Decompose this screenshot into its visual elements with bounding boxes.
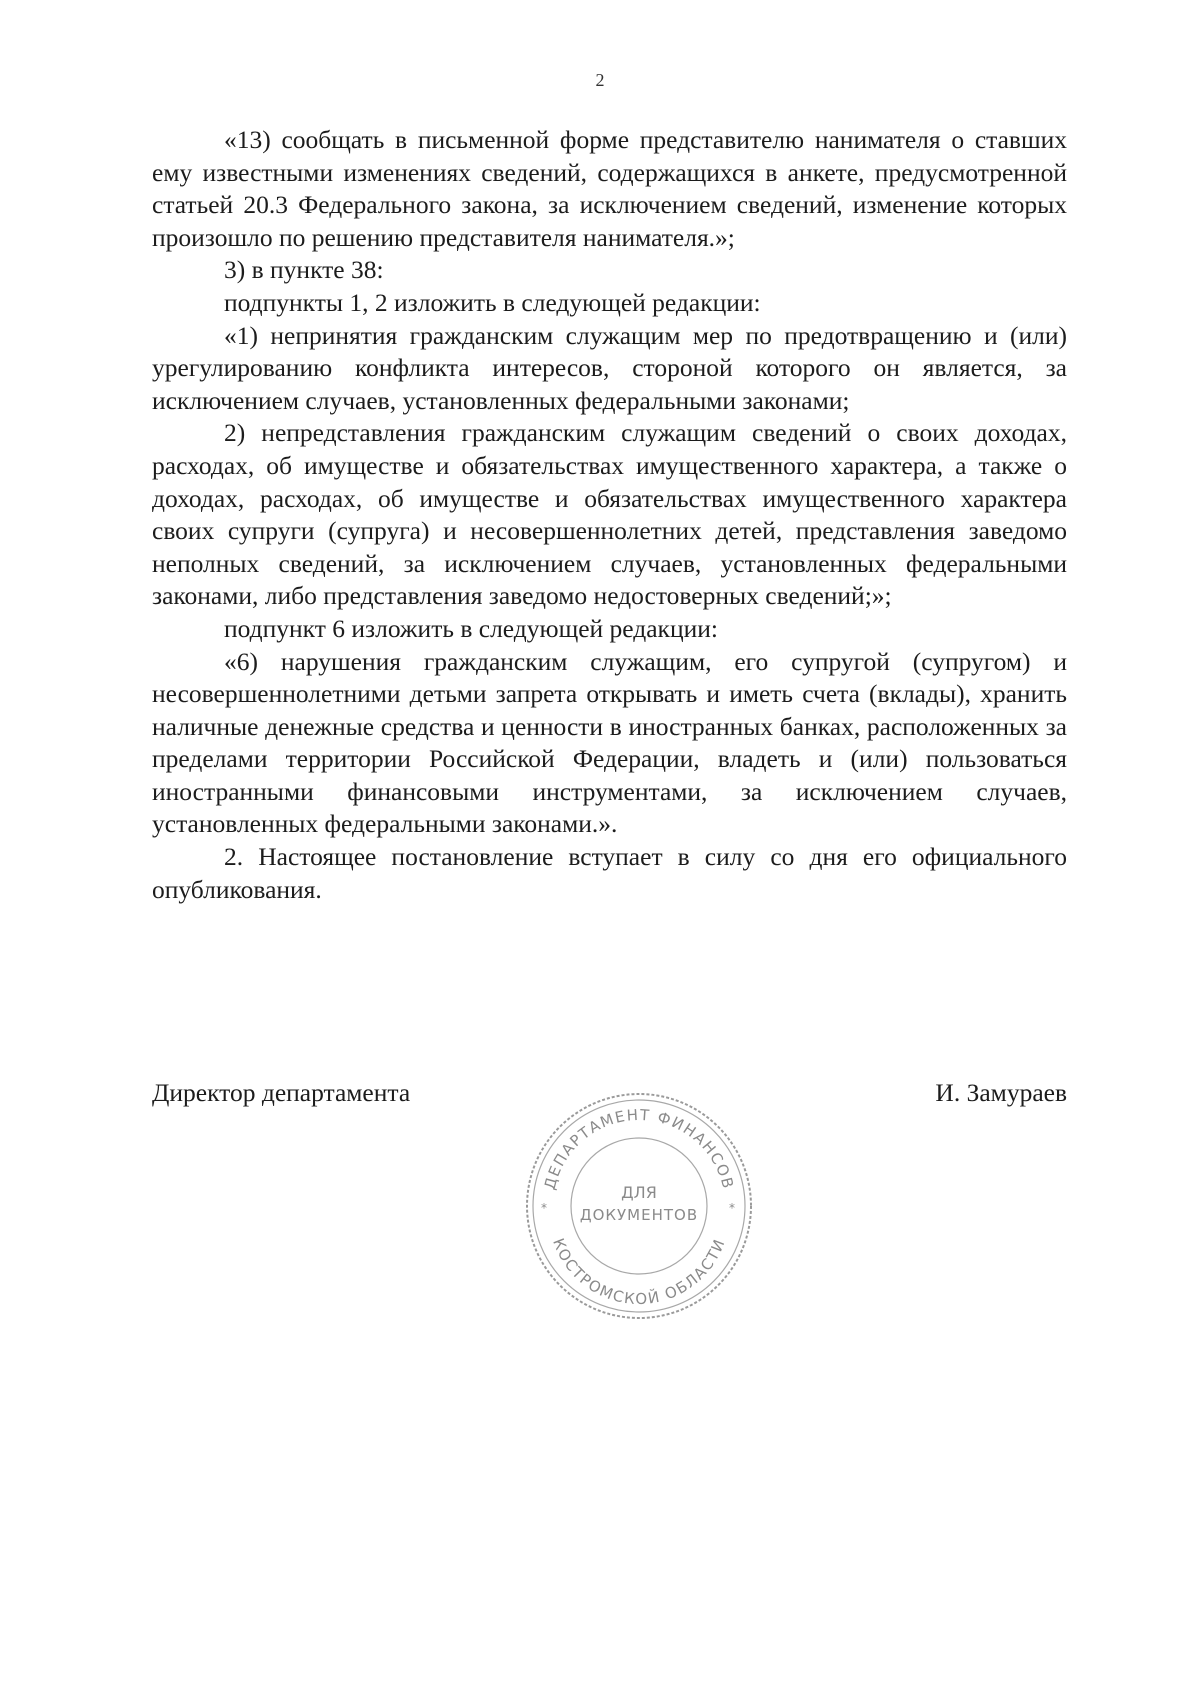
seal-center-line-2: ДОКУМЕНТОВ: [579, 1206, 699, 1224]
seal-graphic: [519, 1086, 759, 1326]
paragraph-item-13: «13) сообщать в письменной форме представителю нанимателя о ставших ему известными изменениях сведений, содержащихся в анкете, предусмотренной статьей 20.3 Федерального закона, за исключением сведений, изменение которых произошло по решению представителя нанимателя.»;: [152, 125, 1067, 252]
seal-outer-text-bottom: КОСТРОМСКОЙ ОБЛАСТИ: [549, 1235, 729, 1309]
seal-star-left: *: [541, 1201, 547, 1215]
signatory-name: И. Замураев: [935, 1078, 1067, 1107]
page-number: 2: [595, 70, 605, 90]
paragraph-effective-date: 2. Настоящее постановление вступает в силу со дня его официального опубликования.: [152, 842, 1067, 904]
paragraph-subpoint-6-intro: подпункт 6 изложить в следующей редакции:: [224, 613, 718, 643]
signatory-title: Директор департамента: [152, 1078, 411, 1107]
paragraph-point-38: 3) в пункте 38:: [224, 255, 384, 285]
official-seal: [519, 1086, 759, 1326]
paragraph-subpoints-intro: подпункты 1, 2 изложить в следующей редакции:: [224, 287, 761, 317]
paragraph-subpoint-1: «1) непринятия гражданским служащим мер по предотвращению и (или) урегулированию конфликта интересов, стороной которого он является, за исключением случаев, установленных федеральными законами;: [152, 320, 1067, 415]
seal-center-line-1: ДЛЯ: [621, 1183, 657, 1202]
seal-star-right: *: [729, 1201, 735, 1215]
seal-outer-text-top: ДЕПАРТАМЕНТ ФИНАНСОВ: [540, 1105, 738, 1192]
document-body: [152, 124, 1067, 906]
paragraph-subpoint-2: 2) непредставления гражданским служащим сведений о своих доходах, расходах, об имуществе и обязательствах имущественного характера, а также о доходах, расходах, об имуществе и обязательствах имущественного характера своих супруги (супруга) и несовершеннолетних детей, представления заведомо неполных сведений, за исключением случаев, установленных федеральными законами, либо представления заведомо недостоверных сведений;»;: [152, 418, 1067, 611]
paragraph-subpoint-6: «6) нарушения гражданским служащим, его супругой (супругом) и несовершеннолетними детьми запрета открывать и иметь счета (вклады), хранить наличные денежные средства и ценности в иностранных банках, расположенных за пределами территории Российской Федерации, владеть и (или) пользоваться иностранными финансовыми инструментами, за исключением случаев, установленных федеральными законами.».: [152, 646, 1067, 839]
